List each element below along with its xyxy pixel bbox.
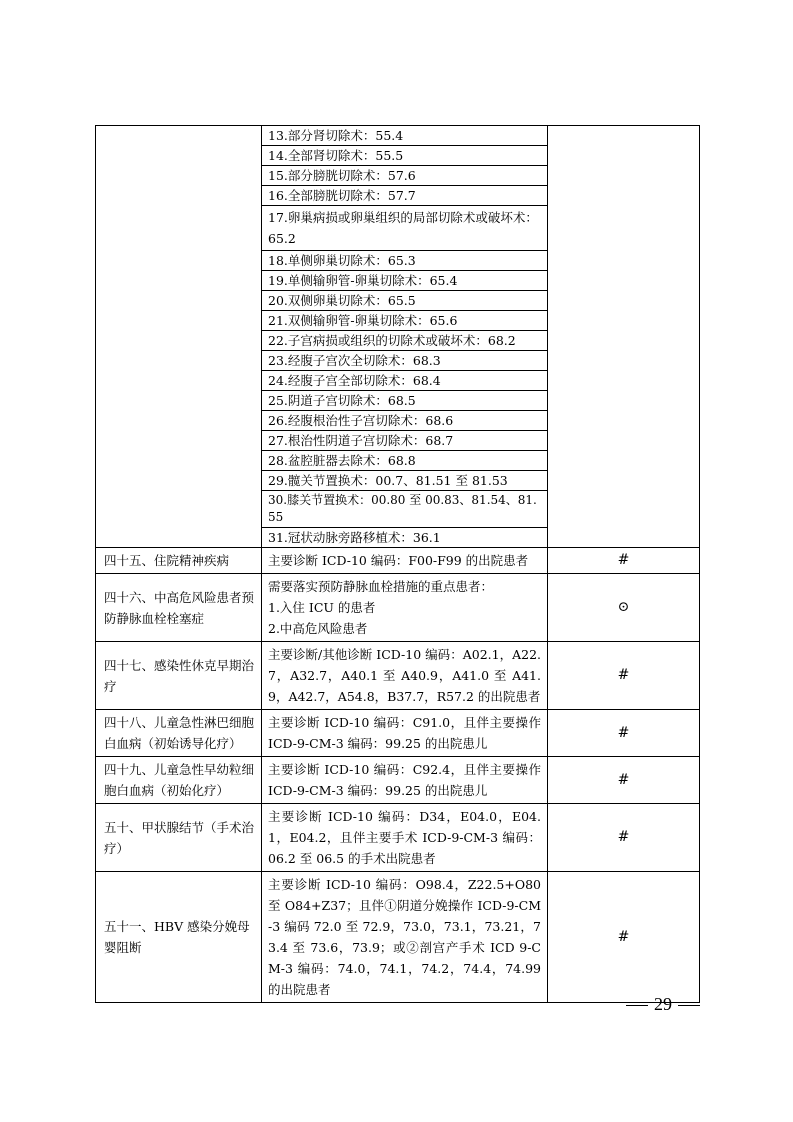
indicator-criteria: 主要诊断 ICD-10 编码：F00-F99 的出院患者: [262, 548, 548, 574]
table-row: [96, 574, 700, 642]
table-row: [96, 548, 700, 574]
procedure-item: 31.冠状动脉旁路移植术：36.1: [262, 528, 548, 548]
indicator-criteria: 主要诊断 ICD-10 编码：C91.0，且伴主要操作 ICD-9-CM-3 编码：99.25 的出院患儿: [262, 710, 548, 757]
table-row: [96, 642, 700, 710]
table-row: [96, 757, 700, 804]
procedure-item: 25.阴道子宫切除术：68.5: [262, 391, 548, 411]
table-row: [96, 872, 700, 1003]
procedure-item: 30.膝关节置换术：00.80 至 00.83、81.54、81.55: [262, 491, 548, 528]
indicator-table: [95, 125, 700, 1003]
procedure-item: 22.子宫病损或组织的切除术或破坏术：68.2: [262, 331, 548, 351]
footer-dash-left: [626, 1005, 648, 1006]
procedure-item: 20.双侧卵巢切除术：65.5: [262, 291, 548, 311]
criteria-line: 2.中高危风险患者: [268, 621, 368, 636]
indicator-mark: #: [548, 757, 700, 804]
procedure-item: 26.经腹根治性子宫切除术：68.6: [262, 411, 548, 431]
indicator-name: 四十九、儿童急性早幼粒细胞白血病（初始化疗）: [96, 757, 262, 804]
indicator-mark: ⊙: [548, 574, 700, 642]
procedure-item: 15.部分膀胱切除术：57.6: [262, 166, 548, 186]
procedure-item: 21.双侧输卵管-卵巢切除术：65.6: [262, 311, 548, 331]
page-footer: [620, 994, 710, 1015]
table-row: [96, 710, 700, 757]
procedure-item: 19.单侧输卵管-卵巢切除术：65.4: [262, 271, 548, 291]
empty-mark-cell: [548, 126, 700, 548]
indicator-criteria: 主要诊断 ICD-10 编码：D34，E04.0，E04.1，E04.2，且伴主要手术 ICD-9-CM-3 编码：06.2 至 06.5 的手术出院患者: [262, 804, 548, 872]
indicator-criteria: 主要诊断 ICD-10 编码：C92.4，且伴主要操作 ICD-9-CM-3 编码：99.25 的出院患儿: [262, 757, 548, 804]
indicator-mark: #: [548, 804, 700, 872]
indicator-name: 五十、甲状腺结节（手术治疗）: [96, 804, 262, 872]
footer-dash-right: [678, 1005, 700, 1006]
indicator-criteria: [262, 574, 548, 642]
indicator-criteria: 主要诊断/其他诊断 ICD-10 编码：A02.1，A22.7，A32.7，A40.1 至 A40.9，A41.0 至 A41.9，A42.7，A54.8，B37.7，R57.2 的出院患者: [262, 642, 548, 710]
indicator-mark: #: [548, 642, 700, 710]
procedure-item: 16.全部膀胱切除术：57.7: [262, 186, 548, 206]
criteria-line: 需要落实预防静脉血栓措施的重点患者：: [268, 579, 494, 594]
procedure-row: [96, 126, 700, 146]
indicator-name: 四十五、住院精神疾病: [96, 548, 262, 574]
indicator-criteria: 主要诊断 ICD-10 编码：O98.4，Z22.5+O80 至 O84+Z37；且伴①阴道分娩操作 ICD-9-CM-3 编码 72.0 至 72.9，73.0，73.1，73.21，73.4 至 73.6，73.9；或②剖宫产手术 ICD 9-CM-3 编码：74.0，74.1，74.2，74.4，74.99 的出院患者: [262, 872, 548, 1003]
procedure-item: 29.髋关节置换术：00.7、81.51 至 81.53: [262, 471, 548, 491]
table-row: [96, 804, 700, 872]
procedure-item: 23.经腹子宫次全切除术：68.3: [262, 351, 548, 371]
procedure-item: 27.根治性阴道子宫切除术：68.7: [262, 431, 548, 451]
procedure-item: 17.卵巢病损或卵巢组织的局部切除术或破坏术：65.2: [262, 206, 548, 251]
indicator-mark: #: [548, 872, 700, 1003]
indicator-mark: #: [548, 710, 700, 757]
procedure-item: 13.部分肾切除术：55.4: [262, 126, 548, 146]
procedure-item: 24.经腹子宫全部切除术：68.4: [262, 371, 548, 391]
indicator-name: 四十六、中高危风险患者预防静脉血栓栓塞症: [96, 574, 262, 642]
indicator-name: 四十七、感染性休克早期治疗: [96, 642, 262, 710]
empty-name-cell: [96, 126, 262, 548]
criteria-line: 1.入住 ICU 的患者: [268, 600, 376, 615]
page-number: 29: [654, 994, 672, 1014]
indicator-name: 四十八、儿童急性淋巴细胞白血病（初始诱导化疗）: [96, 710, 262, 757]
indicator-mark: #: [548, 548, 700, 574]
procedure-item: 28.盆腔脏器去除术：68.8: [262, 451, 548, 471]
indicator-name: 五十一、HBV 感染分娩母婴阻断: [96, 872, 262, 1003]
procedure-item: 18.单侧卵巢切除术：65.3: [262, 251, 548, 271]
procedure-item: 14.全部肾切除术：55.5: [262, 146, 548, 166]
